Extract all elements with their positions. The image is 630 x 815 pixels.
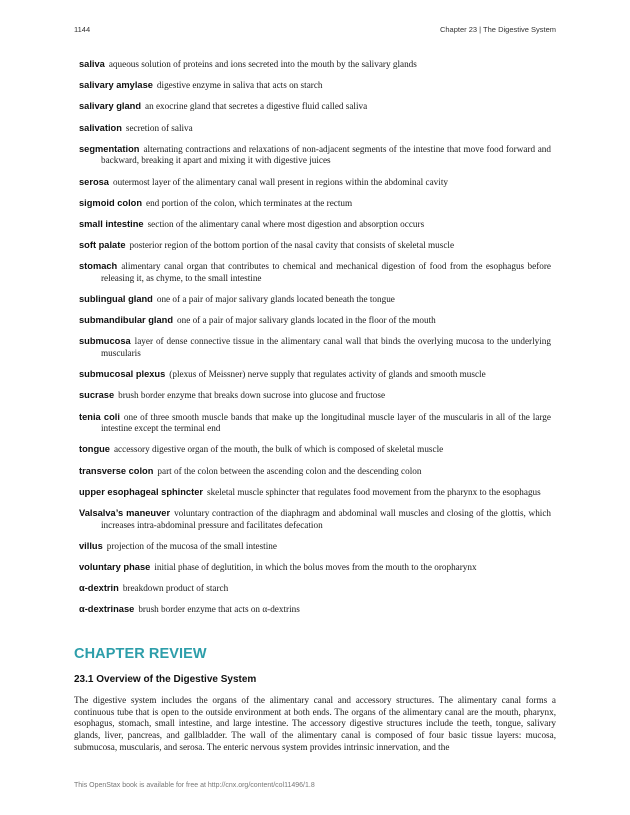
glossary-definition: outermost layer of the alimentary canal wall present in regions within the abdominal cavity [112,176,448,187]
glossary-definition: accessory digestive organ of the mouth, the bulk of which is composed of skeletal muscle [113,444,444,455]
glossary-term: salivary amylase [79,80,153,91]
glossary-entry [79,444,551,456]
glossary-entry [79,412,551,435]
glossary-entry [79,541,551,553]
glossary-definition: an exocrine gland that secretes a digestive fluid called saliva [145,101,368,112]
glossary-definition: voluntary contraction of the diaphragm and abdominal wall muscles and closing of the glottis, which increases intra-abdominal pressure and facilitates defecation [101,507,552,530]
page-footer: This OpenStax book is available for free at http://cnx.org/content/col11496/1.8 [74,782,315,789]
glossary-term: sucrase [79,390,115,401]
glossary-definition: brush border enzyme that breaks down sucrose into glucose and fructose [118,390,386,401]
glossary-term: serosa [79,176,109,187]
glossary-term: α-dextrin [79,583,119,594]
glossary-definition: section of the alimentary canal where most digestion and absorption occurs [147,218,425,229]
glossary-entry [79,261,551,284]
glossary-term: sublingual gland [79,294,153,305]
glossary-definition: (plexus of Meissner) nerve supply that regulates activity of glands and smooth muscle [169,369,486,380]
glossary-definition: brush border enzyme that acts on α-dextrins [138,604,300,615]
glossary-definition: projection of the mucosa of the small intestine [106,540,277,551]
glossary-term: submandibular gland [79,315,174,326]
glossary-definition: layer of dense connective tissue in the alimentary canal wall that binds the overlying mucosa to the underlying muscularis [101,336,551,359]
review-paragraph: The digestive system includes the organs of the alimentary canal and accessory structures. The alimentary canal forms a continuous tube that is open to the outside environment at both ends. The organs of the alimentary canal are the mouth, pharynx, esophagus, stomach, small intestine, and large intestine. The accessory digestive structures include the teeth, tongue, salivary glands, liver, pancreas, and gallbladder. The wall of the alimentary canal is composed of four basic tissue layers: mucosa, submucosa, muscularis, and serosa. The enteric nervous system provides intrinsic innervation, and the [74,695,556,752]
glossary-entry [79,144,551,167]
glossary-entry [79,583,551,595]
glossary-entry [79,369,551,381]
glossary-term: stomach [79,261,118,272]
glossary-definition: one of three smooth muscle bands that make up the longitudinal muscle layer of the muscularis in all of the large intestine except the terminal end [101,411,551,434]
glossary-term: tongue [79,444,110,455]
page-header [74,25,556,37]
glossary-definition: one of a pair of major salivary glands located beneath the tongue [156,294,395,305]
glossary-term: submucosa [79,336,131,347]
glossary-entry [79,219,551,231]
glossary-entry [79,315,551,327]
glossary-entry [79,240,551,252]
glossary-entry [79,390,551,402]
glossary-definition: one of a pair of major salivary glands located in the floor of the mouth [177,315,436,326]
glossary-definition: breakdown product of starch [122,583,229,594]
page-number: 1144 [74,25,91,34]
glossary-term: villus [79,540,103,551]
glossary-term: sigmoid colon [79,197,143,208]
chapter-review-heading: CHAPTER REVIEW [74,646,207,662]
glossary-entry [79,508,551,531]
glossary-definition: part of the colon between the ascending colon and the descending colon [157,465,422,476]
glossary-entry [79,562,551,574]
glossary-definition: aqueous solution of proteins and ions secreted into the mouth by the salivary glands [108,59,417,69]
glossary-definition: alternating contractions and relaxations of non-adjacent segments of the intestine that move food forward and backward, breaking it apart and mixing it with digestive juices [101,143,551,166]
glossary-definition: skeletal muscle sphincter that regulates food movement from the pharynx to the esophagus [207,486,541,497]
glossary-entry [79,177,551,189]
glossary-term: saliva [79,59,105,69]
glossary-term: small intestine [79,218,144,229]
glossary-definition: posterior region of the bottom portion of the nasal cavity that consists of skeletal muscle [129,240,455,251]
glossary-entry [79,123,551,135]
glossary-definition: digestive enzyme in saliva that acts on starch [156,80,323,91]
glossary-term: soft palate [79,240,126,251]
glossary-entry [79,487,551,499]
glossary-term: voluntary phase [79,561,151,572]
glossary-entry [79,80,551,92]
glossary-entry [79,466,551,478]
glossary-term: transverse colon [79,465,154,476]
glossary-term: α-dextrinase [79,604,135,615]
glossary-term: salivation [79,122,122,133]
glossary-entry [79,101,551,113]
section-heading: 23.1 Overview of the Digestive System [74,674,257,685]
glossary-definition: initial phase of deglutition, in which the bolus moves from the mouth to the oropharynx [154,561,477,572]
glossary-term: submucosal plexus [79,369,166,380]
glossary-entry [79,198,551,210]
glossary-list [79,59,551,625]
glossary-term: salivary gland [79,101,142,112]
glossary-entry [79,336,551,359]
glossary-term: segmentation [79,143,140,154]
glossary-definition: secretion of saliva [125,122,193,133]
glossary-entry [79,604,551,616]
glossary-term: tenia coli [79,411,120,422]
glossary-term: upper esophageal sphincter [79,486,203,497]
glossary-definition: alimentary canal organ that contributes to chemical and mechanical digestion of food from the esophagus before releasing it, as chyme, to the small intestine [101,261,551,283]
glossary-term: Valsalva’s maneuver [79,507,171,518]
glossary-entry [79,294,551,306]
glossary-definition: end portion of the colon, which terminates at the rectum [146,197,353,208]
glossary-entry [79,59,551,71]
chapter-title: Chapter 23 | The Digestive System [439,25,556,34]
